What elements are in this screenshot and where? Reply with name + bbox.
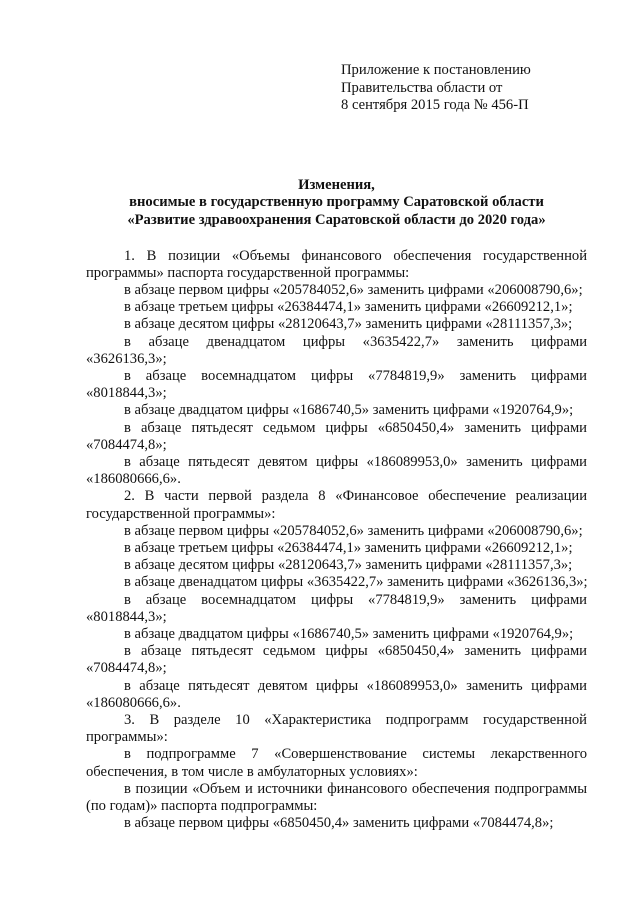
- paragraph: в абзаце пятьдесят седьмом цифры «6850450,4» заменить цифрами «7084474,8»;: [86, 643, 587, 677]
- document-body: [86, 248, 587, 833]
- paragraph: в абзаце третьем цифры «26384474,1» заменить цифрами «26609212,1»;: [124, 299, 573, 316]
- paragraph: в абзаце двадцатом цифры «1686740,5» заменить цифрами «1920764,9»;: [124, 402, 574, 419]
- paragraph: в абзаце пятьдесят девятом цифры «186089953,0» заменить цифрами «186080666,6».: [86, 454, 587, 488]
- paragraph: 3. В разделе 10 «Характеристика подпрограмм государственной программы»:: [86, 712, 587, 746]
- paragraph: в абзаце десятом цифры «28120643,7» заменить цифрами «28111357,3»;: [124, 557, 573, 574]
- paragraph: 2. В части первой раздела 8 «Финансовое обеспечение реализации государственной программы»:: [86, 488, 587, 522]
- paragraph: в абзаце первом цифры «205784052,6» заменить цифрами «206008790,6»;: [124, 281, 583, 298]
- paragraph: в абзаце десятом цифры «28120643,7» заменить цифрами «28111357,3»;: [124, 316, 573, 333]
- appendix-line: Правительства области от: [341, 79, 503, 96]
- paragraph: в абзаце двенадцатом цифры «3635422,7» заменить цифрами «3626136,3»;: [124, 574, 588, 591]
- paragraph: в абзаце первом цифры «6850450,4» заменить цифрами «7084474,8»;: [124, 815, 554, 832]
- paragraph: в абзаце пятьдесят девятом цифры «186089953,0» заменить цифрами «186080666,6».: [86, 677, 587, 711]
- paragraph: в абзаце восемнадцатом цифры «7784819,9» заменить цифрами «8018844,3»;: [86, 367, 587, 402]
- title-line: «Развитие здравоохранения Саратовской области до 2020 года»: [127, 211, 546, 228]
- paragraph: в абзаце двенадцатом цифры «3635422,7» заменить цифрами «3626136,3»;: [86, 333, 587, 367]
- paragraph: в абзаце третьем цифры «26384474,1» заменить цифрами «26609212,1»;: [124, 540, 573, 557]
- paragraph: в абзаце пятьдесят седьмом цифры «6850450,4» заменить цифрами «7084474,8»;: [86, 419, 587, 453]
- paragraph: в абзаце первом цифры «205784052,6» заменить цифрами «206008790,6»;: [124, 522, 583, 539]
- paragraph: 1. В позиции «Объемы финансового обеспечения государственной программы» паспорта государственной программы:: [86, 247, 587, 281]
- paragraph: в подпрограмме 7 «Совершенствование системы лекарственного обеспечения, в том числе в амбулаторных условиях»:: [86, 746, 587, 780]
- paragraph: в позиции «Объем и источники финансового обеспечения подпрограммы (по годам)» паспорта подпрограммы:: [86, 780, 587, 815]
- appendix-line: Приложение к постановлению: [341, 62, 531, 78]
- appendix-header: [341, 62, 587, 115]
- document-title: [86, 177, 587, 230]
- title-line: вносимые в государственную программу Саратовской области: [129, 194, 544, 211]
- paragraph: в абзаце двадцатом цифры «1686740,5» заменить цифрами «1920764,9»;: [124, 626, 574, 643]
- title-line: Изменения,: [298, 176, 375, 193]
- paragraph: в абзаце восемнадцатом цифры «7784819,9» заменить цифрами «8018844,3»;: [86, 591, 587, 625]
- appendix-line: 8 сентября 2015 года № 456-П: [341, 97, 529, 114]
